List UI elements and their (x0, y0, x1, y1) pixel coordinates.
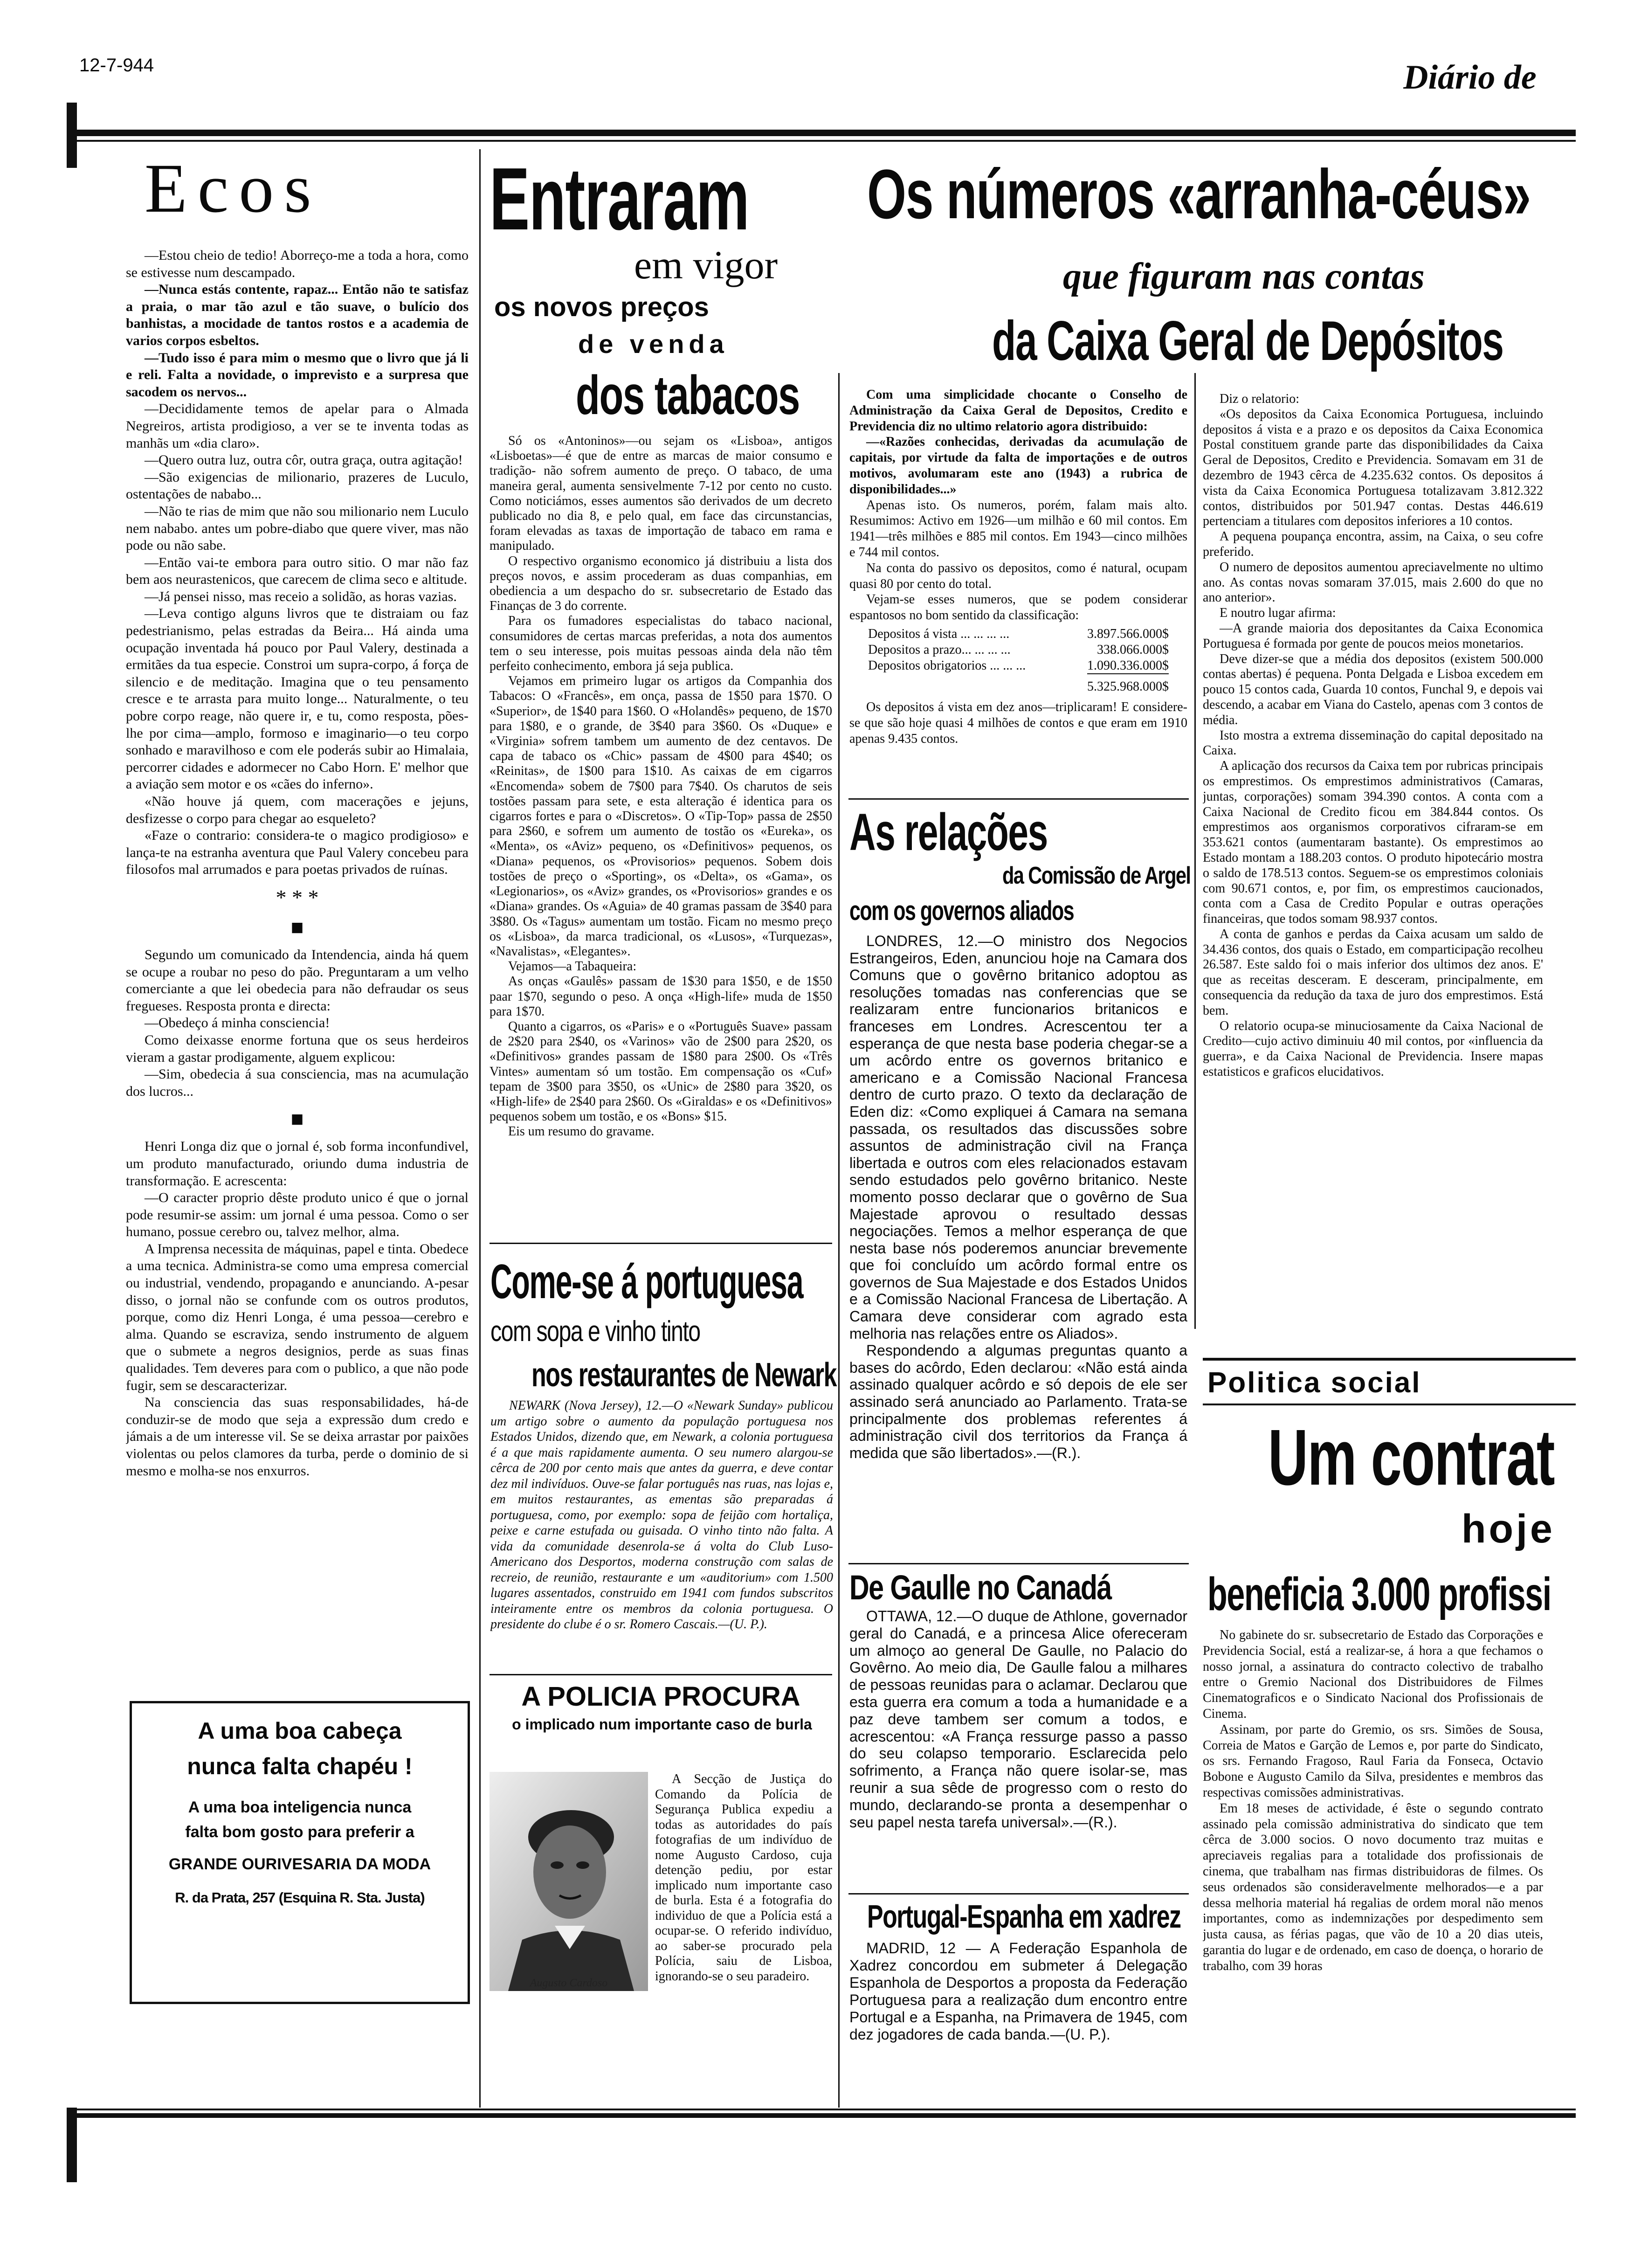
page-date: 12-7-944 (79, 55, 154, 76)
ad-line: R. da Prata, 257 (Esquina R. Sta. Justa) (175, 1889, 425, 1906)
ecos-paragraph: Segundo um comunicado da Intendencia, ainda há quem se ocupe a roubar no peso do pão. Preguntaram a um velho comerciante a que lei obedecia para não defraudar os seus fregueses. Resposta pronta e directa: (126, 947, 469, 1014)
deposits-row (868, 626, 1187, 642)
suspect-photo (490, 1772, 648, 1991)
politica-article (1203, 1627, 1543, 2103)
ecos-paragraph: —Obedeço á minha consciencia! (145, 1015, 330, 1031)
header-rule-thick (70, 130, 1576, 136)
deposits-value: 1.090.336.000$ (1087, 658, 1169, 675)
ad-line: nunca falta chapéu ! (187, 1753, 413, 1779)
ecos-paragraph: —São exigencias de milionario, prazeres de Luculo, ostentações de nababo... (126, 469, 469, 502)
ecos-paragraph: —O caracter proprio dêste produto unico é que o jornal pode resumir-se assim: um jornal é uma pessoa. Como o ser humano, possue cerebro ou, talvez melhor, alma. (126, 1190, 469, 1240)
caixa-paragraph: A conta de ganhos e perdas da Caixa acusam um saldo de 34.436 contos, dos quais o Estado, em comparticipação recolheu 26.587. Este saldo foi o mais inferior dos ultimos dez anos. E' que as receitas desceram. E desceram, principalmente, em consequencia da redução da taxa de juro dos emprestimos. Está bem. (1203, 927, 1543, 1018)
ecos-paragraph: —Não te rias de mim que não sou milionario nem Luculo nem nababo. antes um pobre-diabo que quere viver, mas não pode ou não sabe. (126, 503, 469, 553)
tabacos-subhead: em vigor (634, 242, 778, 287)
deposits-total: 5.325.968.000$ (1087, 679, 1169, 694)
relacoes-subhead: da Comissão de Argel (1002, 862, 1191, 889)
policia-subhead: o implicado num importante caso de burla (512, 1716, 812, 1733)
caixa-column-2 (1203, 392, 1543, 1329)
ecos-paragraph: —Quero outra luz, outra côr, outra graça, outra agitação! (145, 452, 463, 468)
caixa-paragraph: O numero de depositos aumentou apreciavelmente no ultimo ano. As contas novas somaram 37.015, mais 2.600 do que no ano anterior». (1203, 560, 1543, 605)
ecos-paragraph: —Então vai-te embora para outro sitio. O mar não faz bem aos neurastenicos, que carecem de clima seco e altitude. (126, 554, 469, 588)
ecos-paragraph: Na consciencia das suas responsabilidades, há-de conduzir-se de modo que seja a expressão dum credo e jámais a de um interesse vil. Se se deixa arrastar por paixões violentas ou pelos clamores da turba, perde o dominio de si mesmo e molha-se nos enxurros. (126, 1395, 469, 1479)
politica-paragraph: Assinam, por parte do Gremio, os srs. Simões de Sousa, Correia de Matos e Garção de Lemos e, por parte do Sindicato, os srs. Fernando Fragoso, Raul Faria da Fonseca, Octavio Bobone e Augusto Camilo da Silva, presidentes e membros das respectivas comissões administrativas. (1203, 1722, 1543, 1800)
tabacos-paragraph: As onças «Gaulês» passam de 1$30 para 1$50, e de 1$50 paar 1$70, segundo o peso. A onça «High-life» muda de 1$50 para 1$70. (490, 974, 832, 1019)
caixa-paragraph: E noutro lugar afirma: (1220, 606, 1336, 621)
left-margin-bar-top (67, 103, 77, 168)
caixa-subhead: da Caixa Geral de Depósitos (992, 310, 1503, 372)
asterisk-separator: * * * (276, 885, 319, 909)
ecos-paragraph: —Nunca estás contente, rapaz... Então não te satisfaz a praia, o mar tão azul e tão suave, o bulício dos banhistas, a mocidade de tantos rostos e a academia de varios corpos esbeltos. (126, 282, 469, 348)
tabacos-subhead: de venda (578, 329, 729, 359)
column-divider (838, 373, 840, 2108)
deposits-label: Depositos á vista ... ... ... ... (868, 626, 1010, 641)
deposits-row (868, 658, 1187, 675)
ecos-paragraph: «Faze o contrario: considera-te o magico prodigioso» e lança-te na estranha aventura que Paul Valery concebeu para filosofos mal arrumados e para poetas privados de ruínas. (126, 828, 469, 878)
tabacos-column (490, 434, 832, 1240)
tabacos-paragraph: Para os fumadores especialistas do tabaco nacional, consumidores de certas marcas preferidas, a nota dos aumentos tem o seu interesse, pois muitas pessoas ainda dela não têm perfeito conhecimento, embora já seja publica. (490, 614, 832, 674)
square-bullet: ■ (290, 1107, 304, 1131)
ecos-paragraph: —Estou cheio de tedio! Aborreço-me a toda a hora, como se estivesse num descampado. (126, 248, 469, 280)
relacoes-headline: As relações (849, 803, 1048, 861)
ad-line: A uma boa inteligencia nunca (188, 1798, 412, 1816)
relacoes-article (849, 933, 1187, 1567)
politica-subhead: beneficia 3.000 profissi (1207, 1568, 1551, 1620)
tabacos-paragraph: Vejamos—a Tabaqueira: (508, 959, 637, 974)
footer-rule-thick (70, 2113, 1576, 2118)
ecos-paragraph: Henri Longa diz que o jornal é, sob forma inconfundivel, um produto manufacturado, oriundo duma industria de transformação. E acrescenta: (126, 1139, 469, 1189)
ecos-column (126, 247, 469, 1688)
newark-headline: Come-se á portuguesa (490, 1255, 803, 1309)
deposits-label: Depositos a prazo... ... ... ... (868, 642, 1011, 657)
degaulle-article: OTTAWA, 12.—O duque de Athlone, governador geral do Canadá, e a princesa Alice ofereceram um almoço ao general De Gaulle, no Palacio do Govêrno. Ao meio dia, De Gaulle falou a milhares de pessoas reunidas para o aclamar. Declarou que esta guerra era comum a toda a humanidade e a paz deve tambem ser comum a todos, e acrescentou: «A França ressurge passo a passo do seu colapso temporario. Esclarecida pelo sofrimento, a França não quere isolar-se, mas reunir a sua sêde de progresso com o resto do mundo, declarando-se pronta a desempenhar o seu papel nesta tarefa universal».—(R.). (849, 1608, 1187, 1831)
tabacos-paragraph: Só os «Antoninos»—ou sejam os «Lisboa», antigos «Lisboetas»—é que de entre as marcas de maior consumo e tradição- não sofrem aumento de preço. O tabaco, de uma maneira geral, aumenta sensivelmente 7-12 por cento no custo. Como noticiámos, esses aumentos são derivados de um decreto publicado no dia 8, e pelo qual, em face das circunstancias, foram elevadas as taxas de importação de tabaco em rama e manipulado. (490, 434, 832, 553)
politica-paragraph: No gabinete do sr. subsecretario de Estado das Corporações e Previdencia Social, está a realizar-se, á hora a que fechamos o nosso jornal, a assinatura do contracto colectivo de trabalho entre o Gremio Nacional dos Distribuidores de Filmes Cinematograficos e o Sindicato Nacional dos Profissionais de Cinema. (1203, 1628, 1543, 1721)
newark-article: NEWARK (Nova Jersey), 12.—O «Newark Sunday» publicou um artigo sobre o aumento da população portuguesa nos Estados Unidos, dizendo que, em Newark, a colonia portuguesa é a que mais rapidamente aumenta. O seu numero alargou-se cêrca de 200 por cento mais que antes da guerra, e deve contar dez mil indivíduos. Ouve-se falar português nas ruas, nas lojas e, em muitos restaurantes, as ementas são preparadas á portuguesa, como, por exemplo: sopa de feijão com hortaliça, peixe e carne estufada ou guisada. O vinho tinto não falta. A vida da comunidade desenrola-se á volta do Club Luso-Americano dos Desportos, moderna construção com salas de recreio, de reunião, restaurante e um «auditorium» com 1.500 lugares assentados, construido em 1941 com fundos subscritos inteiramente entre os membros da colonia portuguesa. O presidente do clube é o sr. Romero Cascais.—(U. P.). (490, 1398, 833, 1632)
politica-headline: Um contrat (1268, 1413, 1555, 1502)
header-rule-thin (70, 140, 1576, 142)
ecos-paragraph: —Tudo isso é para mim o mesmo que o livro que já li e reli. Falta a novidade, o imprevisto e a surpresa que sacodem os nervos... (126, 350, 469, 400)
deposits-total-row (868, 679, 1187, 695)
tabacos-subhead: os novos preços (494, 292, 709, 322)
tabacos-paragraph: Quanto a cigarros, os «Paris» e o «Português Suave» passam de 2$20 para 2$40, os «Varinos» vão de 2$00 para 2$20, os «Definitivos» grandes passam de 1$80 para 2$00. Os «Três Vintes» aumentam só um tostão. Em compensação os «Cuf» tepam de 3$00 para 3$50, os «Unic» de 2$80 para 3$20, os «High-life» de 2$40 para 2$60. Os «Giraldas» e os «Definitivos» pequenos sobem um tostão, e os «Bons» $15. (490, 1019, 832, 1124)
policia-article: A Secção de Justiça do Comando da Polícia de Segurança Publica expediu a todas as autoridades do país fotografias de um indivíduo de nome Augusto Cardoso, cuja detenção pediu, por estar implicado num importante caso de burla. Esta é a fotografia do individuo de que a Polícia está a ocupar-se. O referido indivíduo, ao saber-se procurado pela Polícia, saiu de Lisboa, ignorando-se o seu paradeiro. (655, 1772, 832, 1984)
section-rule (848, 1893, 1189, 1895)
deposits-table (868, 626, 1187, 695)
degaulle-headline: De Gaulle no Canadá (849, 1568, 1111, 1607)
ad-line: falta bom gosto para preferir a (185, 1823, 414, 1841)
tabacos-subhead: dos tabacos (576, 365, 800, 426)
ecos-paragraph: —Sim, obedecia á sua consciencia, mas na acumulação dos lucros... (126, 1066, 469, 1099)
section-rule (848, 798, 1189, 800)
section-rule (490, 1674, 832, 1675)
deposits-value: 3.897.566.000$ (1087, 626, 1169, 641)
relacoes-paragraph: Respondendo a algumas preguntas quanto a bases do acôrdo, Eden declarou: «Não está ainda assinado qualquer acôrdo e só depois de ele ser assinado será anunciado ao Parlamento. Trata-se principalmente dos problemas referentes á administração civil dos territorios da França á medida que são libertados».—(R.). (849, 1342, 1187, 1461)
caixa-paragraph: Isto mostra a extrema disseminação do capital depositado na Caixa. (1203, 728, 1543, 758)
newark-subhead: nos restaurantes de Newark (531, 1356, 837, 1394)
photo-caption: Augusto Cardoso (530, 1977, 608, 1989)
xadrez-headline: Portugal-Espanha em xadrez (867, 1898, 1181, 1935)
section-rule (848, 1563, 1189, 1564)
footer-rule-thin (70, 2109, 1576, 2110)
masthead: Diário de (1403, 58, 1537, 97)
caixa-subhead: que figuram nas contas (1063, 256, 1425, 297)
caixa-column-1 (849, 387, 1187, 793)
caixa-paragraph: Vejam-se esses numeros, que se podem considerar espantosos no bom sentido da classificação: (849, 592, 1187, 623)
advertisement-box (130, 1701, 470, 2004)
deposits-label: Depositos obrigatorios ... ... ... (868, 658, 1026, 673)
policia-headline: A POLICIA PROCURA (521, 1681, 800, 1712)
ecos-paragraph: —Decididamente temos de apelar para o Almada Negreiros, artista prodigioso, a ver se te inventa todas as manhãs um «dia claro». (126, 401, 469, 451)
caixa-headline: Os números «arranha-céus» (867, 155, 1531, 233)
deposits-value: 338.066.000$ (1097, 642, 1169, 657)
left-margin-bar-bottom (67, 2108, 77, 2182)
ecos-title: Ecos (145, 150, 322, 227)
caixa-paragraph: Apenas isto. Os numeros, porém, falam mais alto. Resumimos: Activo em 1926—um milhão e 60 mil contos. Em 1941—três milhões e 885 mil contos. Em 1943—cinco milhões e 744 mil contos. (849, 498, 1187, 560)
caixa-paragraph: —A grande maioria dos depositantes da Caixa Economica Portuguesa é formada por gente de poucos meios monetarios. (1203, 621, 1543, 651)
tabacos-paragraph: Vejamos em primeiro lugar os artigos da Companhia dos Tabacos: O «Francês», em onça, passa de 1$50 para 1$70. O «Superior», de 1$40 para 1$60. O «Holandês» pequeno, de 1$70 para 1$80, e o grande, de 3$40 para 3$60. Os «Duque» e «Virginia» sofrem tambem um aumento de dez centavos. De capa de tabaco os «Chic» passam de 4$00 para 4$40; os «Reinitas», de 1$00 para 1$10. As caixas de em cigarros «Encomenda» sobem de 7$00 para 7$40. Os charutos de seis tostões passam para sete, e esta alteração é identica para os cigarros fortes e para o «Discretos». O «Tip-Top» passa de 2$50 para 2$60, e sofrem um aumento de tostão os «Eureka», os «Menta», os «Aviz» pequeno, os «Definitivos» pequenos, os «Diana» pequenos, os «Provisorios» pequenos. Sobem dois tostões de preço o «Sporting», os «Delta», os «Gama», os «Legionarios», os «Aviz» grandes, os «Provisorios» grandes e os «Diana» grandes. Os «Aguia» de 40 gramas passam de 3$40 para 3$80. Os «Tagus» aumentam um tostão. Ficam no mesmo preço os «Lisboa», da marca tradicional, os «Lusos», «Turquezas», «Navalistas», «Elegantes». (490, 674, 832, 959)
xadrez-article: MADRID, 12 — A Federação Espanhola de Xadrez concordou em submeter á Delegação Espanhola de Desportos a proposta da Federação Portuguesa para a realização dum encontro entre Portugal e a Espanha, na Primavera de 1945, com dez jogadores de cada banda.—(U. P.). (849, 1940, 1187, 2043)
caixa-paragraph: Com uma simplicidade chocante o Conselho de Administração da Caixa Geral de Depositos, Credito e Previdencia diz no ultimo relatorio agora distribuido: (849, 387, 1187, 434)
politica-paragraph: Em 18 meses de actividade, é êste o segundo contrato assinado pela comissão administrativa do sindicato que tem cêrca de 3.000 socios. O novo documento traz muitas e apreciaveis regalias para a totalidade dos profissionais de cinema, que trabalham nas firmas distribuidoras de filmes. Os seus ordenados são consideravelmente melhorados—e a par dessa melhoria material há regalias de ordem moral não menos importantes, como as indemnizações por despedimento sem justa causa, as férias pagas, que vão de 10 a 20 dias uteis, garantia do lugar e de ordenado, em caso de doença, o horario de trabalho, com 39 horas (1203, 1801, 1543, 1973)
ecos-paragraph: Como deixasse enorme fortuna que os seus herdeiros vieram a gastar prodigamente, alguem explicou: (126, 1032, 469, 1065)
ecos-paragraph: —Leva contigo alguns livros que te distraiam ou faz pedestrianismo, pelas estradas da Beira... Há ainda uma ocupação inventada há pouco por Paul Valery, destinada a ermitães da tua especie. Constroi um supra-corpo, á força de silencio e de meditação. Imagina que o teu pensamento cresce e te arrasta para muito longe... Naturalmente, o teu pobre corpo reage, não quere ir, e tu, como resposta, pões-lhe por cima—amplo, formoso e imaginario—o teu corpo sonhado e maravilhoso e com ele poderás subir ao Himalaia, percorrer cidades e adormecer no Cabo Horn. E' melhor que a aviação sem motor e os «cães do inferno». (126, 606, 469, 792)
caixa-paragraph: —«Razões conhecidas, derivadas da acumulação de capitais, por virtude da falta de importações e de outros motivos, avolumaram este ano (1943) a rubrica de disponibilidades...» (849, 435, 1187, 497)
caixa-paragraph: A aplicação dos recursos da Caixa tem por rubricas principais os emprestimos. Os emprestimos administrativos (Camaras, juntas, corporações) somam 394.390 contos. A conta com a Caixa Nacional de Credito ficou em 384.844 contos. Os emprestimos aos organismos corporativos cifraram-se em 353.621 contos (aumentaram bastante). Os emprestimos ao Estado montam a 188.203 contos. O produto hipotecário mostra o saldo de 178.513 contos. Seguem-se os emprestimos coloniais com 90.671 contos, e, por fim, os emprestimos caucionados, conta com a Casa de Credito Popular e outras operações financeiras, que todos somam 98.937 contos. (1203, 759, 1543, 927)
caixa-paragraph: «Os depositos da Caixa Economica Portuguesa, incluindo depositos á vista e a prazo e os depositos da Caixa Economica Postal constituem grande parte das disponibilidades da Caixa Geral de Depositos, Credito e Previdencia. Somavam em 31 de dezembro de 1943 cêrca de 4.235.632 contos. Os depositos á vista da Caixa Economica Portuguesa totalizavam 3.812.322 contos, distribuidos por 501.947 contas. Destas 446.619 pertenciam a titulares com depositos inferiores a 10 contos. (1203, 407, 1543, 529)
column-divider (479, 149, 481, 2108)
caixa-paragraph: A pequena poupança encontra, assim, na Caixa, o seu cofre preferido. (1203, 529, 1543, 559)
newark-subhead: com sopa e vinho tinto (490, 1315, 700, 1348)
square-bullet: ■ (290, 915, 304, 939)
politica-section-label: Politica social (1207, 1367, 1421, 1399)
ad-line: A uma boa cabeça (198, 1718, 402, 1744)
relacoes-subhead: com os governos aliados (849, 896, 1074, 926)
ecos-paragraph: —Já pensei nisso, mas receio a solidão, as horas vazias. (145, 588, 457, 604)
ecos-paragraph: «Não houve já quem, com macerações e jejuns, desfizesse o corpo para chegar ao esqueleto? (126, 794, 469, 826)
tabacos-paragraph: Eis um resumo do gravame. (508, 1124, 655, 1139)
portrait-image (490, 1772, 648, 1991)
tabacos-headline: Entraram (490, 150, 749, 249)
deposits-row (868, 642, 1187, 658)
caixa-paragraph: Deve dizer-se que a média dos depositos (existem 500.000 contas abertas) é pequena. Ponta Delgada e Lisboa excedem em pouco 15 contos cada, Guarda 10 contos, Funchal 9, e depois vai descendo, a acabar em Viana do Castelo, apenas com 3 contos de média. (1203, 651, 1543, 727)
tabacos-paragraph: O respectivo organismo economico já distribuiu a lista dos preços novos, e assim procederam as duas companhias, em obediencia a um despacho do sr. subsecretario de Estado das Finanças de 3 do corrente. (490, 553, 832, 614)
section-rule (1203, 1358, 1576, 1361)
section-rule (490, 1243, 832, 1244)
caixa-paragraph: Diz o relatorio: (1220, 392, 1300, 406)
ecos-paragraph: A Imprensa necessita de máquinas, papel e tinta. Obedece a uma tecnica. Administra-se como uma empresa comercial ou industrial, vendendo, propagando e anunciando. A-pesar disso, o jornal não se confunde com os outros produtos, porque, como diz Henri Longa, é uma pessoa—cerebro e alma. Quando se escraviza, sendo instrumento de alguem que o submete a negros designios, perde as suas finas qualidades. Tem deveres para com o publico, a que não pode fugir, sem se descaracterizar. (126, 1241, 469, 1393)
caixa-paragraph: Na conta do passivo os depositos, como é natural, ocupam quasi 80 por cento do total. (849, 560, 1187, 591)
ad-line: GRANDE OURIVESARIA DA MODA (168, 1855, 431, 1873)
caixa-paragraph: O relatorio ocupa-se minuciosamente da Caixa Nacional de Credito—cujo activo diminuiu 40 mil contos, por «influencia da guerra», e da Caixa Nacional de Previdencia. Insere mapas estatisticos e graficos elucidativos. (1203, 1018, 1543, 1079)
relacoes-paragraph: LONDRES, 12.—O ministro dos Negocios Estrangeiros, Eden, anunciou hoje na Camara dos Comuns que o govêrno britanico adoptou as resoluções tomadas nas conferencias que se realizaram entre funcionarios britanicos e franceses em Londres. Acrescentou ter a esperança de que nesta base poderia chegar-se a um acôrdo entre os governos britanico e americano e a Comissão Nacional Francesa dentro de curto prazo. O texto da declaração de Eden diz: «Como expliquei á Camara na semana passada, os resultados das discussões sobre assuntos de administração civil na França libertada e outros com eles relacionados estavam sendo estudados pelo govêrno britanico. Neste momento posso declarar que o govêrno de Sua Majestade aprovou o resultado dessas negociações. Temos a melhor esperança de que nesta base nós poderemos anunciar brevemente que foi concluído um acôrdo formal entre os governos de Sua Majestade e dos Estados Unidos e a Comissão Nacional Francesa de Libertação. A Camara deve considerar com agrado esta melhoria nas relações entre os Aliados». (849, 933, 1187, 1342)
caixa-paragraph: Os depositos á vista em dez anos—triplicaram! E considere-se que são hoje quasi 4 milhões de contos e que eram em 1910 apenas 9.435 contos. (849, 700, 1187, 746)
politica-subhead: hoje (1462, 1507, 1555, 1551)
column-divider (1194, 373, 1196, 1329)
section-rule (1203, 1404, 1576, 1405)
